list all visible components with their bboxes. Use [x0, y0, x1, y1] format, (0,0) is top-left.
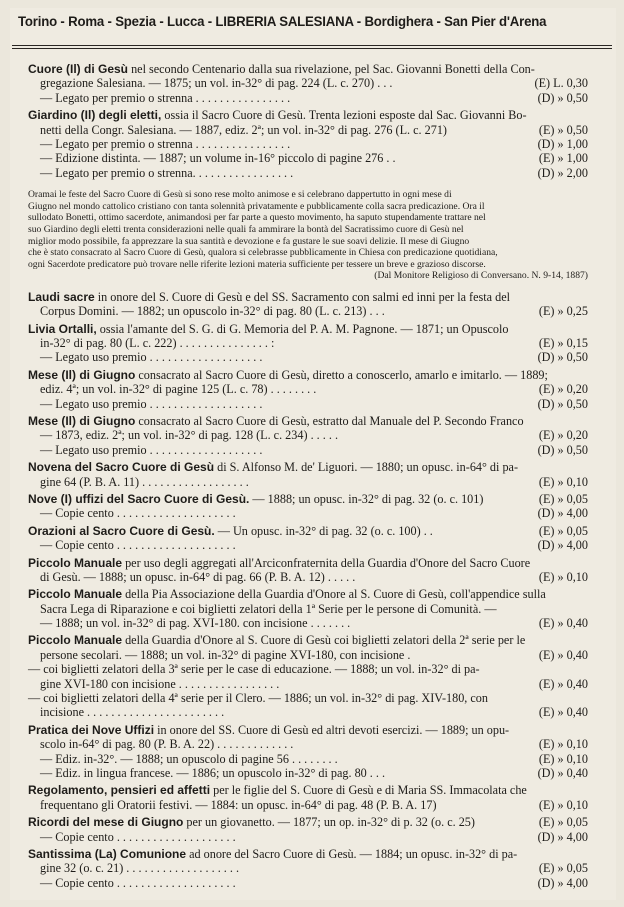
entry-price: (E) » 0,20 [538, 382, 588, 397]
entry-text: della Guardia d'Onore al S. Cuore di Gesù coi biglietti zelatori della 2ª serie per le [122, 633, 526, 648]
entry-line [28, 123, 588, 137]
entry-price: (D) » 0,50 [537, 90, 588, 105]
entry-line [28, 662, 588, 676]
entry-line [28, 304, 588, 318]
entry-text: Sacra Lega di Riparazione e coi biglietti zelatori della 1ª Serie per le persone di Comunità. — [40, 601, 497, 616]
entry-text: — Legato per premio o strenna. . . . . . . . . . . . . . . . . [40, 165, 294, 180]
entry-text: gine 32 (o. c. 21) . . . . . . . . . . . . . . . . . . . [40, 861, 240, 876]
entry-text: per un giovanetto. — 1877; un op. in-32° di p. 32 (o. c. 25) [183, 815, 475, 830]
entry-price: (E) » 0,05 [538, 491, 588, 506]
entry-text: — Legato per premio o strenna . . . . . . . . . . . . . . . . [40, 90, 291, 105]
entry-text: frequentano gli Oratorii festivi. — 1884: un opusc. in-64° di pag. 48 (P. B. A. 17) [40, 797, 437, 812]
entry-line [28, 368, 588, 382]
entry-text: — Edizione distinta. — 1887; un volume in-16° piccolo di pagine 276 . . [40, 151, 396, 166]
entry-price: (D) » 0,40 [537, 765, 588, 780]
entry-text: in onore del S. Cuore di Gesù e del SS. Sacramento con salmi ed inni per la festa del [94, 289, 510, 304]
entry-text: — 1888; un opusc. in-32° di pag. 32 (o. c. 101) [249, 491, 484, 506]
entry-line [28, 62, 588, 76]
entry-separator [28, 180, 588, 183]
entry-text: — Ediz. in lingua francese. — 1886; un opuscolo in-32° di pag. 80 . . . [40, 765, 386, 780]
entry-price: (E) » 0,10 [538, 797, 588, 812]
entry-line [28, 737, 588, 751]
catalog-entry [28, 815, 588, 844]
entry-text: gregazione Salesiana. — 1875; un vol. in-32° di pag. 224 (L. c. 270) . . . [40, 76, 393, 91]
catalog-entry [28, 723, 588, 781]
catalog-entry [28, 783, 588, 812]
entry-line [28, 556, 588, 570]
entry-line [28, 648, 588, 662]
entry-price: (D) » 4,00 [537, 829, 588, 844]
entry-text: di S. Alfonso M. de' Liguori. — 1880; un opusc. in-64° di pa- [214, 460, 519, 475]
entry-line [28, 766, 588, 780]
entry-line [28, 876, 588, 890]
catalog-entries-bottom [28, 290, 588, 893]
entry-price: (E) » 0,40 [538, 616, 588, 631]
catalog-entry [28, 322, 588, 365]
entry-line [28, 633, 588, 647]
entry-price: (E) » 0,40 [538, 647, 588, 662]
entry-price: (E) » 0,05 [538, 815, 588, 830]
entry-text: netti della Congr. Salesiana. — 1887, ediz. 2ª; un vol. in-32° di pag. 276 (L. c. 271) [40, 122, 447, 137]
entry-price: (D) » 4,00 [537, 875, 588, 890]
entry-text: — Legato uso premio . . . . . . . . . . . . . . . . . . . [40, 396, 263, 411]
entry-title: Santissima (La) Comunione [28, 846, 187, 861]
catalog-entry [28, 414, 588, 457]
entry-price: (D) » 4,00 [537, 506, 588, 521]
entry-text: consacrato al Sacro Cuore di Gesù, diretto a conoscerlo, amarlo e imitarlo. — 1889; [135, 367, 548, 382]
entry-line [28, 336, 588, 350]
entry-line [28, 798, 588, 812]
entry-price: (E) L. 0,30 [534, 76, 588, 91]
entry-text: — coi biglietti zelatori della 4ª serie per il Clero. — 1886; un vol. in-32° di pag. XIV-180, con [28, 691, 488, 706]
entry-line [28, 460, 588, 474]
catalog-entry [28, 524, 588, 553]
entry-price: (D) » 0,50 [537, 442, 588, 457]
entry-price: (E) » 0,15 [538, 336, 588, 351]
entry-text: di Gesù. — 1888; un opusc. in-64° di pag. 66 (P. B. A. 12) . . . . . [40, 569, 356, 584]
entry-title: Piccolo Manuale [28, 555, 123, 570]
entry-price: (E) » 0,50 [538, 122, 588, 137]
entry-title: Mese (Il) di Giugno [28, 367, 136, 382]
entry-title: Giardino (Il) degli eletti, [28, 108, 162, 123]
entry-text: della Pia Associazione della Guardia d'Onore al S. Cuore di Gesù, coll'appendice sulla [122, 587, 546, 602]
note-line: sullodato Bonetti, ottimo sacerdote, animandosi per far parte a questo movimento, ha saputo stupendamente trattare nel [28, 212, 486, 224]
entry-line [28, 166, 588, 180]
entry-text: — Copie cento . . . . . . . . . . . . . . . . . . . . [40, 538, 236, 553]
note-source: (Dal Monitore Religioso di Conversano. N. 9-14, 1887) [374, 270, 588, 282]
entry-price: (E) » 0,20 [538, 428, 588, 443]
entry-line [28, 861, 588, 875]
entry-text: — Legato uso premio . . . . . . . . . . . . . . . . . . . [40, 350, 263, 365]
entry-text: — 1888; un vol. in-32° di pag. XVI-180. con incisione . . . . . . . [40, 616, 351, 631]
entry-line [28, 322, 588, 336]
entry-text: persone secolari. — 1888; un vol. in-32° di pagine XVI-180, con incisione . [40, 647, 411, 662]
entry-line [28, 428, 588, 442]
header-rule-thin [12, 48, 612, 49]
catalog-entry [28, 368, 588, 411]
entry-line [28, 570, 588, 584]
entry-text: ossia l'amante del S. G. di G. Memoria del P. A. M. Pagnone. — 1871; un Opuscolo [96, 321, 509, 336]
entry-line [28, 414, 588, 428]
entry-text: — Copie cento . . . . . . . . . . . . . . . . . . . . [40, 506, 236, 521]
entry-text: consacrato al Sacro Cuore di Gesù, estratto dal Manuale del P. Secondo Franco [135, 414, 524, 428]
entry-line [28, 475, 588, 489]
entry-title: Cuore (Il) di Gesù [28, 62, 129, 76]
catalog-entry [28, 633, 588, 719]
entry-text: — Ediz. in-32°. — 1888; un opuscolo di pagine 56 . . . . . . . . [40, 751, 338, 766]
entry-line [28, 587, 588, 601]
entry-price: (E) » 0,10 [538, 474, 588, 489]
entry-line [28, 705, 588, 719]
entry-price: (E) » 0,40 [538, 676, 588, 691]
entry-text: ediz. 4ª; un vol. in-32° di pagine 125 (L. c. 78) . . . . . . . . [40, 382, 317, 397]
entry-text: per uso degli aggregati all'Arciconfraternita della Guardia d'Onore del Sacro Cuore [122, 555, 531, 570]
entry-price: (E) » 0,10 [538, 737, 588, 752]
entry-line [28, 524, 588, 538]
note-line: Giugno nel mondo cattolico cristiano con tanta solennità privatamente e pubblicamente colla sacra predicazione. Ora il [28, 200, 485, 212]
entry-line [28, 382, 588, 396]
entry-price: (E) » 0,25 [538, 304, 588, 319]
entry-title: Regolamento, pensieri ed affetti [28, 783, 211, 798]
entry-text: ad onore del Sacro Cuore di Gesù. — 1884; un opusc. in-32° di pa- [186, 846, 518, 861]
entry-title: Piccolo Manuale [28, 633, 123, 648]
entry-line [28, 752, 588, 766]
note-line: miglior modo possibile, fa apprezzare la sua santità e devozione e fa gustare le sue soavi delizie. Il mese di Giugno [28, 235, 470, 247]
entry-line [28, 91, 588, 105]
entry-text: — Un opusc. in-32° di pag. 32 (o. c. 100) . . [214, 523, 433, 538]
entry-text: nel secondo Centenario dalla sua rivelazione, pel Sac. Giovanni Bonetti della Con- [128, 62, 535, 76]
entry-title: Pratica dei Nove Uffizi [28, 722, 155, 737]
entry-text: — 1873, ediz. 2ª; un vol. in-32° di pag. 128 (L. c. 234) . . . . . [40, 428, 338, 443]
entry-price: (E) » 0,10 [538, 569, 588, 584]
entry-line [28, 76, 588, 90]
entry-line [28, 538, 588, 552]
entry-text: in-32° di pag. 80 (L. c. 222) . . . . . . . . . . . . . . . : [40, 336, 275, 351]
entry-price: (E) » 0,40 [538, 705, 588, 720]
entry-price: (E) » 0,10 [538, 751, 588, 766]
entry-line [28, 492, 588, 506]
entry-text: in onore del SS. Cuore di Gesù ed altri devoti esercizi. — 1889; un opu- [154, 722, 510, 737]
entry-price: (E) » 0,05 [538, 861, 588, 876]
note-line: Oramai le feste del Sacro Cuore di Gesù si sono rese molto animose e si celebrano dappertutto in ogni mese di [28, 189, 452, 201]
entry-text: scolo in-64° di pag. 80 (P. B. A. 22) . . . . . . . . . . . . . [40, 737, 294, 752]
entry-line [28, 783, 588, 797]
catalog-entry [28, 62, 588, 105]
entry-line [28, 137, 588, 151]
entry-line [28, 602, 588, 616]
catalog-content [28, 62, 588, 893]
entry-text: ossia il Sacro Cuore di Gesù. Trenta lezioni esposte dal Sac. Giovanni Bo- [161, 108, 527, 123]
entry-text: incisione . . . . . . . . . . . . . . . . . . . . . . . [40, 705, 225, 720]
entry-title: Mese (Il) di Giugno [28, 414, 136, 428]
entry-title: Livia Ortalli, [28, 321, 97, 336]
entry-price: (D) » 2,00 [537, 165, 588, 180]
note-line: che è stato consacrato al Sacro Cuore di Gesù, qualora si celebrasse pubblicamente in Chiesa con predicazione quotidiana, [28, 247, 498, 259]
entry-text: — Copie cento . . . . . . . . . . . . . . . . . . . . [40, 875, 236, 890]
entry-line [28, 108, 588, 122]
entry-line [28, 443, 588, 457]
entry-price: (D) » 0,50 [537, 396, 588, 411]
review-note [28, 189, 588, 282]
entry-text: Corpus Domini. — 1882; un opuscolo in-32° di pag. 80 (L. c. 213) . . . [40, 304, 385, 319]
entry-text: — Copie cento . . . . . . . . . . . . . . . . . . . . [40, 829, 236, 844]
entry-price: (D) » 0,50 [537, 350, 588, 365]
catalog-entry [28, 108, 588, 180]
entry-text: — coi biglietti zelatori della 3ª serie per le case di educazione. — 1888; un vol. in-32° di pa- [28, 662, 480, 677]
entry-line [28, 691, 588, 705]
catalog-entry [28, 290, 588, 319]
entry-price: (E) » 1,00 [538, 151, 588, 166]
entry-line [28, 290, 588, 304]
entry-line [28, 677, 588, 691]
entry-text: gine 64 (P. B. A. 11) . . . . . . . . . . . . . . . . . . [40, 474, 249, 489]
catalog-entry [28, 587, 588, 630]
entry-text: — Legato per premio o strenna . . . . . . . . . . . . . . . . [40, 136, 291, 151]
entry-line [28, 397, 588, 411]
entry-text: gine XVI-180 con incisione . . . . . . . . . . . . . . . . . [40, 676, 280, 691]
page-header: Torino - Roma - Spezia - Lucca - LIBRERIA SALESIANA - Bordighera - San Pier d'Arena [18, 14, 547, 30]
entry-line [28, 847, 588, 861]
entry-line [28, 616, 588, 630]
entry-title: Ricordi del mese di Giugno [28, 815, 184, 830]
entry-title: Piccolo Manuale [28, 587, 123, 602]
entry-price: (D) » 4,00 [537, 538, 588, 553]
entry-text: per le figlie del S. Cuore di Gesù e di Maria SS. Immacolata che [210, 783, 527, 798]
catalog-entry [28, 492, 588, 521]
entry-line [28, 723, 588, 737]
entry-title: Laudi sacre [28, 289, 95, 304]
note-line: ogni Sacerdote predicatore può trovare nelle riferite lezioni materia sufficiente per tessere un breve e grazioso discorse. [28, 258, 486, 270]
header-rule [12, 45, 612, 46]
entry-line [28, 815, 588, 829]
entry-price: (E) » 0,05 [538, 523, 588, 538]
entry-text: — Legato uso premio . . . . . . . . . . . . . . . . . . . [40, 442, 263, 457]
entry-title: Orazioni al Sacro Cuore di Gesù. [28, 523, 215, 538]
entry-line [28, 830, 588, 844]
entry-line [28, 151, 588, 165]
entry-title: Nove (I) uffizi del Sacro Cuore di Gesù. [28, 491, 250, 506]
catalog-entries-top [28, 62, 588, 183]
entry-separator [28, 890, 588, 893]
entry-title: Novena del Sacro Cuore di Gesù [28, 460, 215, 475]
catalog-entry [28, 460, 588, 489]
note-line: suo Giardino degli eletti trenta considerazioni nelle quali fa ammirare la bontà del Sacratissimo cuore di Gesù nel [28, 223, 464, 235]
catalog-entry [28, 556, 588, 585]
catalog-entry [28, 847, 588, 890]
entry-line [28, 350, 588, 364]
entry-price: (D) » 1,00 [537, 136, 588, 151]
entry-line [28, 506, 588, 520]
